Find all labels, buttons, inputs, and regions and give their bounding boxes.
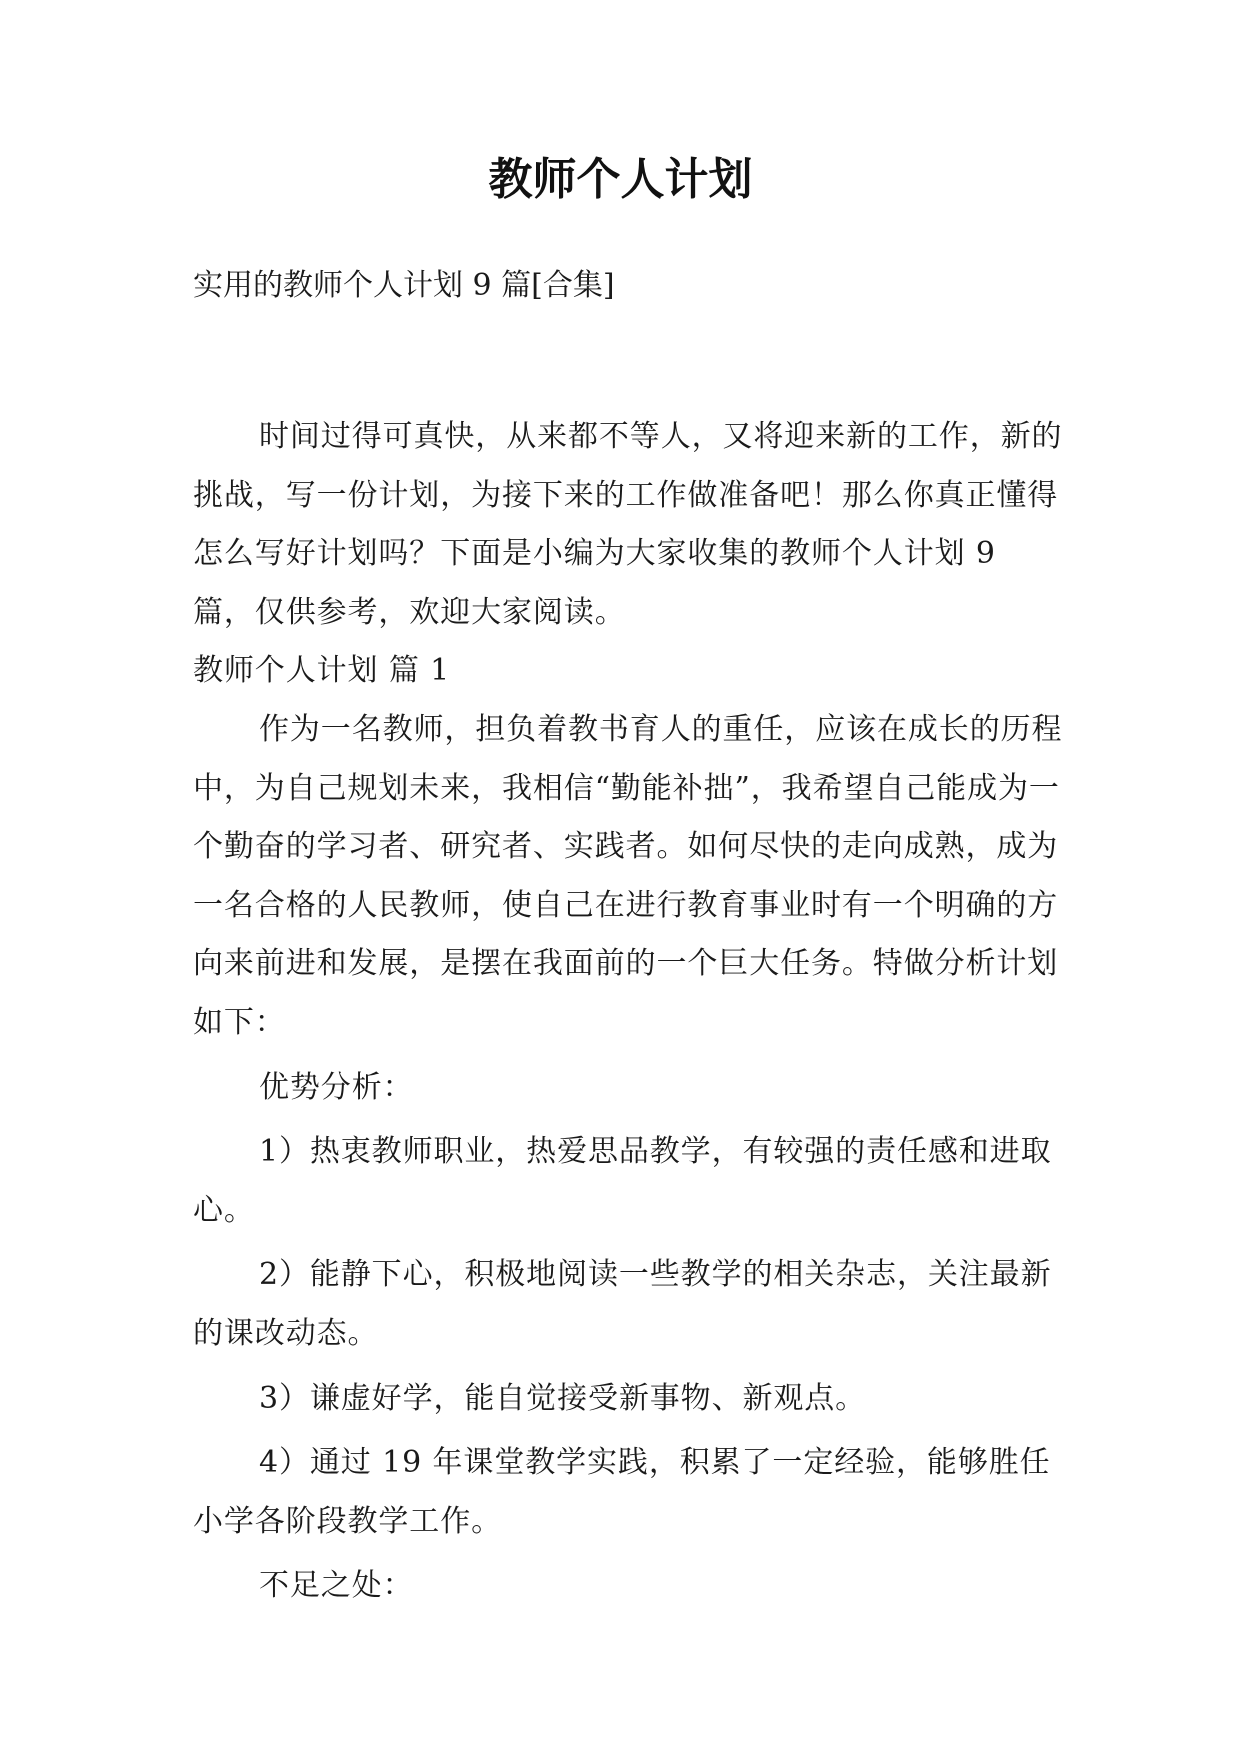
subheading-weaknesses: 不足之处： — [259, 1568, 414, 1604]
body-paragraph: 作为一名教师，担负着教书育人的重任，应该在成长的历程中，为自己规划未来，我相信“勤能补拙”，我希望自己能成为一个勤奋的学习者、研究者、实践者。如何尽快的走向成熟，成为一名合格的人民教师，使自己在进行教育事业时有一个明确的方向来前进和发展，是摆在我面前的一个巨大任务。特做分析计划如下： — [193, 711, 1063, 1040]
list-item: 4）通过 19 年课堂教学实践，积累了一定经验，能够胜任小学各阶段教学工作。 — [193, 1445, 1051, 1539]
list-item: 1）热衷教师职业，热爱思品教学，有较强的责任感和进取心。 — [193, 1134, 1052, 1228]
page-title: 教师个人计划 — [488, 154, 753, 205]
document-subtitle: 实用的教师个人计划 9 篇[合集] — [193, 268, 615, 303]
section-heading: 教师个人计划 篇 1 — [193, 653, 451, 689]
subheading-strengths: 优势分析： — [259, 1069, 414, 1105]
intro-paragraph: 时间过得可真快，从来都不等人，又将迎来新的工作，新的挑战，写一份计划，为接下来的工作做准备吧！那么你真正懂得怎么写好计划吗？下面是小编为大家收集的教师个人计划 9 篇，仅供参考，欢迎大家阅读。 — [193, 419, 1063, 630]
document-body — [193, 408, 1063, 1616]
list-item: 3）谦虚好学，能自觉接受新事物、新观点。 — [259, 1380, 867, 1416]
list-item: 2）能静下心，积极地阅读一些教学的相关杂志，关注最新的课改动态。 — [193, 1257, 1052, 1351]
